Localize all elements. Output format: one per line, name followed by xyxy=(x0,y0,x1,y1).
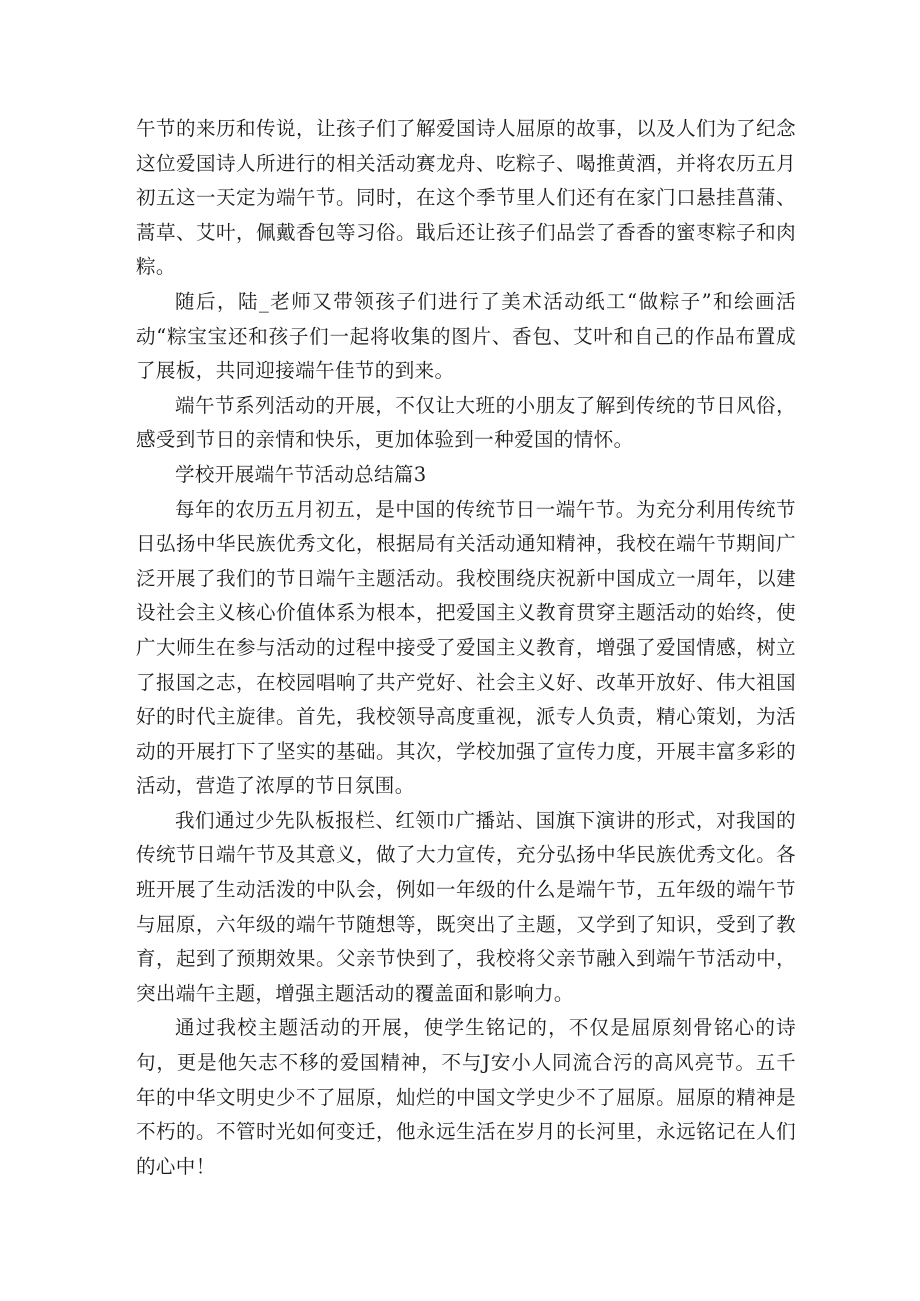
section-heading: 学校开展端午节活动总结篇3 xyxy=(175,462,427,486)
paragraph-continued: 午节的来历和传说，让孩子们了解爱国诗人屈原的故事，以及人们为了纪念这位爱国诗人所进行的相关活动赛龙舟、吃粽子、喝推黄酒，并将农历五月初五这一天定为端午节。同时，在这个季节里人们还有在家门口悬挂菖蒲、蒿草、艾叶，佩戴香包等习俗。戢后还让孩子们品尝了香香的蜜枣粽子和肉粽。 xyxy=(136,117,796,279)
paragraph-series-summary: 端午节系列活动的开展，不仅让大班的小朋友了解到传统的节日风俗，感受到节日的亲情和快乐，更加体验到一种爱国的情怀。 xyxy=(136,393,796,452)
paragraph-publicity: 我们通过少先队板报栏、红领巾广播站、国旗下演讲的形式，对我国的传统节日端午节及其意义，做了大力宣传，充分弘扬中华民族优秀文化。各班开展了生动活泼的中队会，例如一年级的什么是端午节，五年级的端午节与屈原，六年级的端午节随想等，既突出了主题，又学到了知识，受到了教育，起到了预期效果。父亲节快到了，我校将父亲节融入到端午节活动中，突出端午主题，增强主题活动的覆盖面和影响力。 xyxy=(136,808,796,1005)
paragraph-art-activity: 随后，陆_老师又带领孩子们进行了美术活动纸工“做粽子”和绘画活动“粽宝宝还和孩子们一起将收集的图片、香包、艾叶和自己的作品布置成了展板，共同迎接端午佳节的到来。 xyxy=(136,289,796,383)
paragraph-introduction: 每年的农历五月初五，是中国的传统节日一端午节。为充分利用传统节日弘扬中华民族优秀文化，根据局有关活动通知精神，我校在端午节期间广泛开展了我们的节日端午主题活动。我校围绕庆祝新中国成立一周年，以建设社会主义核心价值体系为根本，把爱国主义教育贯穿主题活动的始终，使广大师生在参与活动的过程中接受了爱国主义教育，增强了爱国情感，树立了报国之志，在校园唱响了共产党好、社会主义好、改革开放好、伟大祖国好的时代主旋律。首先，我校领导高度重视，派专人负责，精心策划，为活动的开展打下了坚实的基础。其次，学校加强了宣传力度，开展丰富多彩的活动，营造了浓厚的节日氛围。 xyxy=(136,497,796,798)
document-body xyxy=(136,112,796,1184)
paragraph-conclusion: 通过我校主题活动的开展，使学生铭记的，不仅是屈原刻骨铭心的诗句，更是他矢志不移的爱国精神，不与J安小人同流合污的高风亮节。五千年的中华文明史少不了屈原，灿烂的中国文学史少不了屈原。屈原的精神是不朽的。不管时光如何变迁，他永远生活在岁月的长河里，永远铭记在人们的心中！ xyxy=(136,1016,796,1178)
